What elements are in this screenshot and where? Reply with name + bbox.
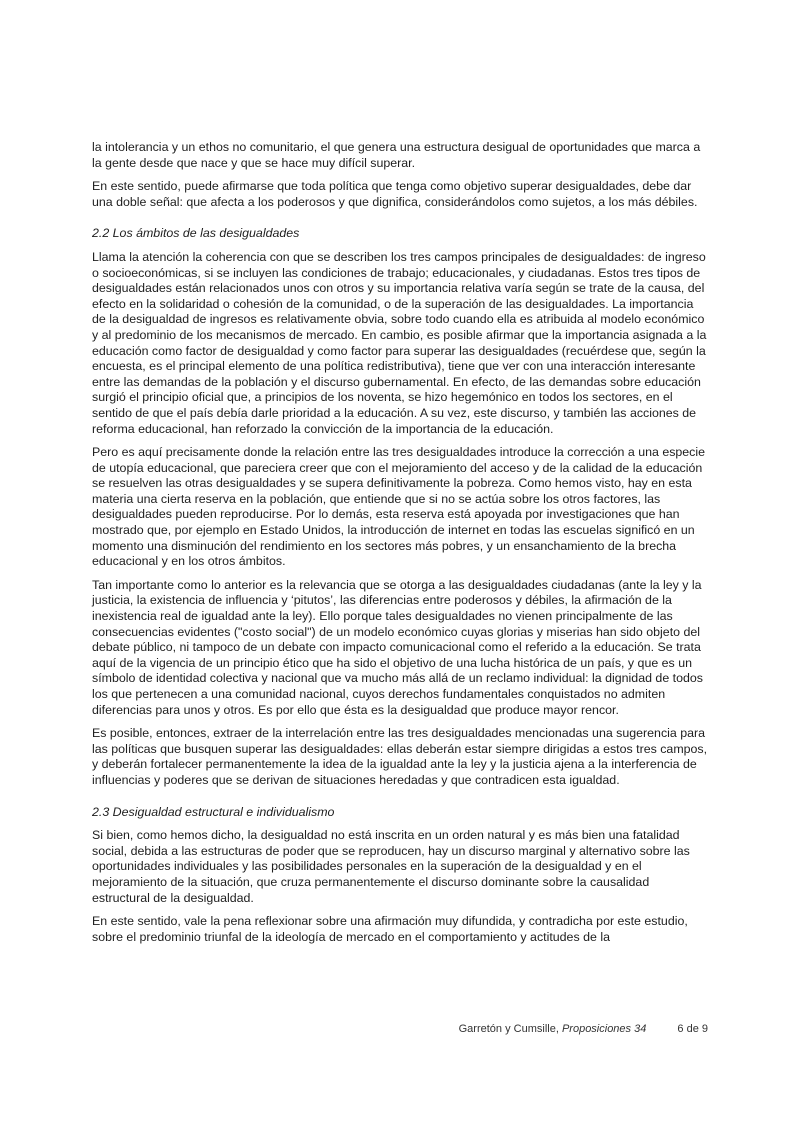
page-number: 6 de 9 xyxy=(677,1023,708,1035)
paragraph: la intolerancia y un ethos no comunitario, el que genera una estructura desigual de oportunidades que marca a la gente desde que nace y que se hace muy difícil superar. xyxy=(92,140,701,170)
paragraph: Es posible, entonces, extraer de la interrelación entre las tres desigualdades mencionadas una sugerencia para las políticas que busquen superar las desigualdades: ellas deberán estar siempre dirigidas a estos tres campos, y deberán fortalecer permanentemente la idea de la igualdad ante la ley y la justicia ajena a la interferencia de influencias y poderes que se derivan de situaciones heredadas y que contradicen esta igualdad. xyxy=(92,726,708,787)
footer-publication: Proposiciones 34 xyxy=(561,1023,647,1035)
footer-authors: Garretón y Cumsille, xyxy=(458,1023,559,1035)
page-footer xyxy=(459,1023,708,1035)
paragraph: Pero es aquí precisamente donde la relación entre las tres desigualdades introduce la corrección a una especie de utopía educacional, que pareciera creer que con el mejoramiento del acceso y de la calidad de la educación se resuelven las otras desigualdades y se supera definitivamente la pobreza. Como hemos visto, hay en esta materia una cierta reserva en la población, que entiende que si no se actúa sobre los otros factores, las desigualdades pueden reproducirse. Por lo demás, esta reserva está apoyada por investigaciones que han mostrado que, por ejemplo en Estado Unidos, la introducción de internet en todas las escuelas significó en un momento una disminución del rendimiento en los sectores más pobres, y un ensanchamiento de la brecha educacional y en los otros ámbitos. xyxy=(92,445,706,569)
paragraph: Llama la atención la coherencia con que se describen los tres campos principales de desigualdades: de ingreso o socioeconómicas, si se incluyen las condiciones de trabajo; educacionales, y ciudadanas. Estos tres tipos de desigualdades están relacionados unos con otros y su importancia relativa varía según se trate de la causa, del efecto en la solidaridad o cohesión de la comunidad, o de la superación de las desigualdades. La importancia de la desigualdad de ingresos es relativamente obvia, sobre todo cuando ella es atribuida al modelo económico y al predominio de los mecanismos de mercado. En cambio, es posible afirmar que la importancia asignada a la educación como factor de desigualdad y como factor para superar las desigualdades (recuérdese que, según la encuesta, es el principal elemento de una política redistributiva), tiene que ver con una interacción interesante entre las demandas de la población y el discurso gubernamental. En efecto, de las demandas sobre educación surgió el principio oficial que, a principios de los noventa, se hizo hegemónico en todos los sectores, en el sentido de que el país debía darle prioridad a la educación. A su vez, este discurso, y también las acciones de reforma educacional, han reforzado la convicción de la importancia de la educación. xyxy=(92,249,707,436)
paragraph: Si bien, como hemos dicho, la desigualdad no está inscrita en un orden natural y es más bien una fatalidad social, debida a las estructuras de poder que se reproducen, hay un discurso marginal y alternativo sobre las oportunidades individuales y las posibilidades personales en la superación de la desigualdad y en el mejoramiento de la situación, que cruza permanentemente el discurso dominante sobre la causalidad estructural de la desigualdad. xyxy=(92,828,690,905)
section-heading: 2.3 Desigualdad estructural e individualismo xyxy=(92,804,335,819)
section-heading: 2.2 Los ámbitos de las desigualdades xyxy=(92,226,300,241)
paragraph: En este sentido, puede afirmarse que toda política que tenga como objetivo superar desigualdades, debe dar una doble señal: que afecta a los poderosos y que dignifica, considerándolos como sujetos, a los más débiles. xyxy=(92,179,698,209)
page-body xyxy=(92,140,710,953)
paragraph: Tan importante como lo anterior es la relevancia que se otorga a las desigualdades ciudadanas (ante la ley y la justicia, la existencia de influencia y ‘pitutos’, las diferencias entre poderosos y débiles, la afirmación de la inexistencia real de igualdad ante la ley). Ello porque tales desigualdades no vienen principalmente de las consecuencias evidentes ("costo social") de un modelo económico cuyas glorias y miserias han sido objeto del debate público, ni tampoco de un debate con impacto comunicacional como el referido a la educación. Se trata aquí de la vigencia de un principio ético que ha sido el objetivo de una lucha histórica de un país, y que es un símbolo de identidad colectiva y nacional que va mucho más allá de un reclamo individual: la dignidad de todos los que pertenecen a una comunidad nacional, cuyos derechos fundamentales conquistados no admiten diferencias para unos y otros. Es por ello que ésta es la desigualdad que produce mayor rencor. xyxy=(92,577,703,717)
paragraph: En este sentido, vale la pena reflexionar sobre una afirmación muy difundida, y contradicha por este estudio, sobre el predominio triunfal de la ideología de mercado en el comportamiento y actitudes de la xyxy=(92,914,688,944)
